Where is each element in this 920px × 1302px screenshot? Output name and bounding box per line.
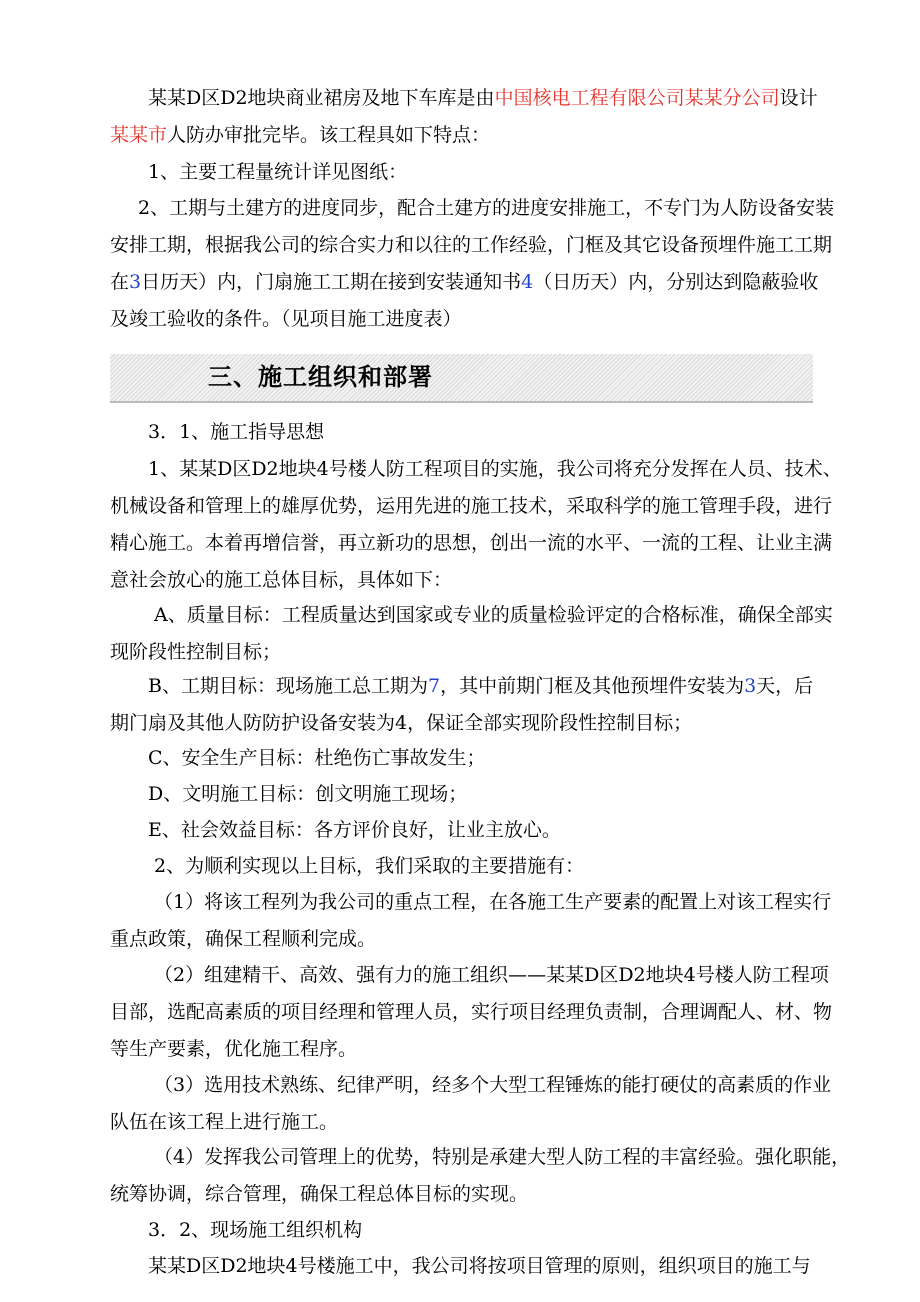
intro-text: 设计 (779, 87, 818, 109)
goal-b-line-2: 期门扇及其他人防防护设备安装为4，保证全部实现阶段性控制目标； (110, 712, 693, 734)
s31-p1-line-3: 精心施工。本着再增信誉，再立新功的思想，创出一流的水平、一流的工程、让业主满 (110, 532, 833, 554)
goal-e-text: E、社会效益目标：各方评价良好，让业主放心。 (148, 819, 561, 841)
s31-p2-text: 2、为顺利实现以上目标，我们采取的主要措施有： (154, 855, 585, 877)
item-2-text: 在 (110, 271, 130, 293)
s31-paragraph-2 (110, 848, 813, 885)
goal-b-text: B、工期目标：现场施工总工期为 (148, 675, 428, 697)
goal-e (110, 812, 813, 849)
number-value: 3 (744, 675, 757, 697)
s31-heading (110, 414, 813, 451)
measure-2 (110, 957, 833, 1068)
number-value: 4 (521, 271, 534, 293)
s31-p1-line-4: 意社会放心的施工总体目标，具体如下： (110, 569, 453, 591)
item-2-text: （日历天）内，分别达到隐蔽验收 (533, 271, 819, 293)
measure-3 (110, 1067, 832, 1141)
item-2-line-2: 安排工期，根据我公司的综合实力和以往的工作经验，门框及其它设备预埋件施工工期 (110, 234, 833, 256)
measure-4 (110, 1139, 851, 1213)
section-title: 三、施工组织和部署 (208, 363, 433, 391)
intro-text: 某某D区D2地块商业裙房及地下车库是由 (148, 87, 495, 109)
goal-c-text: C、安全生产目标：杜绝伤亡事故发生； (148, 747, 486, 769)
s32-p1-text: 某某D区D2地块4号楼施工中，我公司将按项目管理的原则，组织项目的施工与 (148, 1255, 811, 1277)
item-2-text: 日历天）内，门扇施工工期在接到安装通知书 (141, 271, 522, 293)
intro-paragraph (110, 80, 818, 154)
measure-1 (110, 884, 832, 958)
s31-heading-text: 3．1、施工指导思想 (148, 421, 325, 443)
goal-d (110, 776, 813, 813)
s31-p1-line-2: 机械设备和管理上的雄厚优势，运用先进的施工技术，采取科学的施工管理手段，进行 (110, 495, 833, 517)
goal-a-line-2: 现阶段性控制目标； (110, 641, 282, 663)
measure-4-line-1: （4）发挥我公司管理上的优势，特别是承建大型人防工程的丰富经验。强化职能， (154, 1146, 851, 1168)
measure-2-line-1: （2）组建精干、高效、强有力的施工组织——某某D区D2地块4号楼人防工程项 (154, 964, 829, 986)
goal-b (110, 668, 813, 742)
goal-a-line-1: A、质量目标：工程质量达到国家或专业的质量检验评定的合格标准，确保全部实 (154, 604, 833, 626)
item-2-line-4: 及竣工验收的条件。（见项目施工进度表） (110, 308, 462, 330)
goal-b-line-1 (110, 668, 813, 705)
item-2-line-3 (110, 264, 819, 301)
item-2-line-1: 2、工期与土建方的进度同步，配合土建方的进度安排施工，不专门为人防设备安装 (138, 197, 835, 219)
designer-company: 中国核电工程有限公司某某分公司 (494, 87, 780, 109)
measure-1-line-1: （1）将该工程列为我公司的重点工程，在各施工生产要素的配置上对该工程实行 (154, 891, 832, 913)
intro-text: 人防办审批完毕。该工程具如下特点： (167, 124, 491, 146)
s31-p1-line-1: 1、某某D区D2地块4号楼人防工程项目的实施，我公司将充分发挥在人员、技术、 (148, 458, 842, 480)
section-heading-bar (110, 354, 813, 403)
measure-1-line-2: 重点政策，确保工程顺利完成。 (110, 928, 377, 950)
item-1 (110, 154, 813, 191)
s32-heading (110, 1212, 813, 1249)
goal-b-text: ，其中前期门框及其他预埋件安装为 (440, 675, 745, 697)
s32-paragraph-1 (110, 1248, 813, 1285)
item-1-text: 1、主要工程量统计详见图纸： (148, 161, 408, 183)
s32-heading-text: 3．2、现场施工组织机构 (148, 1219, 363, 1241)
goal-c (110, 740, 813, 777)
item-2 (110, 190, 835, 338)
goal-b-text: 天，后 (756, 675, 814, 697)
measure-4-line-2: 统筹协调，综合管理，确保工程总体目标的实现。 (110, 1183, 529, 1205)
measure-3-line-2: 队伍在该工程上进行施工。 (110, 1111, 339, 1133)
goal-d-text: D、文明施工目标：创文明施工现场； (148, 783, 468, 805)
city-name: 某某市 (110, 124, 168, 146)
s31-paragraph-1 (110, 451, 842, 599)
number-value: 7 (427, 675, 441, 697)
measure-3-line-1: （3）选用技术熟练、纪律严明，经多个大型工程锤炼的能打硬仗的高素质的作业 (154, 1074, 832, 1096)
measure-2-line-3: 等生产要素，优化施工程序。 (110, 1038, 358, 1060)
goal-a (110, 597, 833, 671)
intro-line-1 (110, 80, 818, 117)
measure-2-line-2: 目部，选配高素质的项目经理和管理人员，实行项目经理负责制，合理调配人、材、物 (110, 1001, 833, 1023)
intro-line-2 (110, 117, 813, 154)
number-value: 3 (129, 271, 142, 293)
